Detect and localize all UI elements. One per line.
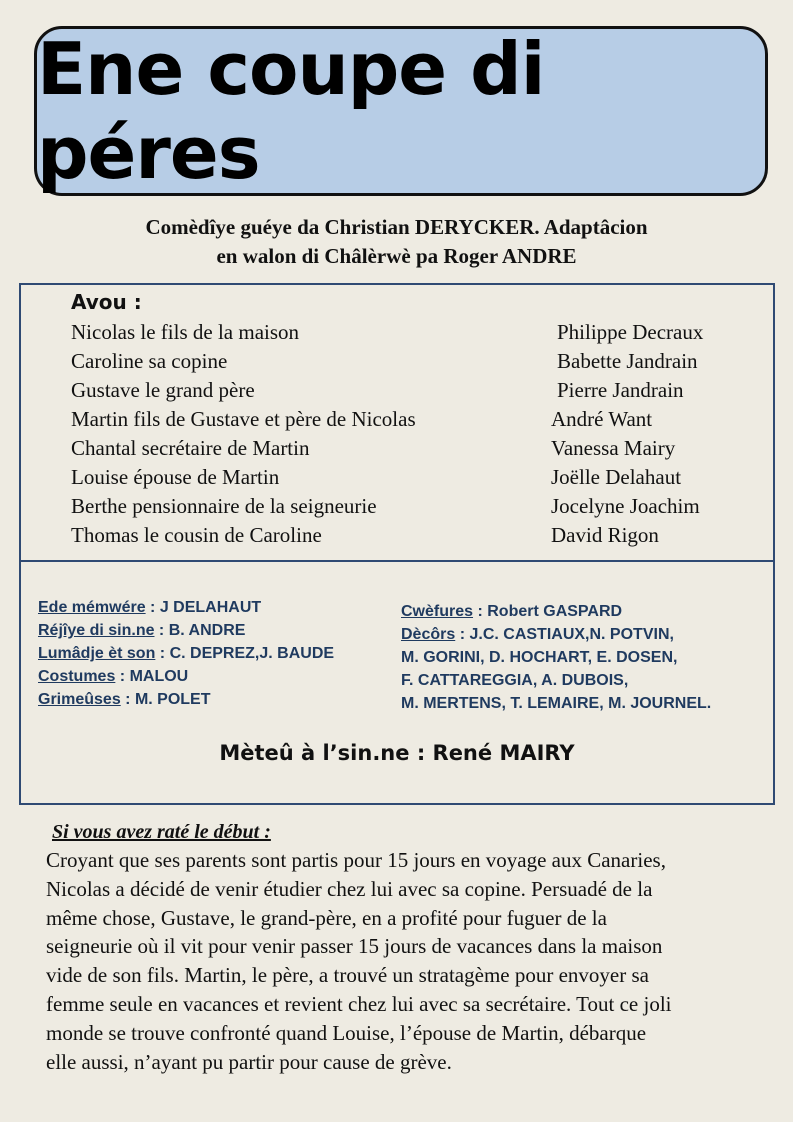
crew-label: Grimeûses — [38, 691, 121, 708]
crew-label: Costumes — [38, 668, 116, 685]
crew-line — [38, 619, 403, 642]
cast-role: Nicolas le fils de la maison — [71, 320, 300, 344]
title-banner — [34, 26, 768, 196]
crew-value-line: M. MERTENS, T. LEMAIRE, M. JOURNEL. — [401, 695, 712, 712]
cast-role: Berthe pensionnaire de la seigneurie — [71, 494, 377, 518]
crew-label: Dècôrs — [401, 626, 456, 643]
crew-line — [401, 600, 771, 623]
crew-value-line: M. GORINI, D. HOCHART, E. DOSEN, — [401, 649, 678, 666]
cast-actor: Babette Jandrain — [557, 349, 698, 373]
summary-line: monde se trouve confronté quand Louise, l’épouse de Martin, débarque — [46, 1020, 647, 1045]
page-title: Ene coupe di péres — [37, 27, 545, 195]
crew-line — [38, 596, 403, 619]
summary-line: vide de son fils. Martin, le père, a trouvé un stratagème pour envoyer sa — [46, 963, 649, 988]
cast-row — [71, 376, 771, 405]
summary-line: elle aussi, n’ayant pu partir pour cause de grève. — [46, 1049, 452, 1074]
crew-label: Cwèfures — [401, 603, 474, 620]
cast-actor: André Want — [551, 407, 653, 431]
subtitle — [60, 213, 733, 271]
crew-value: : J DELAHAUT — [145, 599, 262, 616]
cast-role: Gustave le grand père — [71, 378, 255, 402]
crew-line — [401, 623, 771, 646]
crew-value: : MALOU — [115, 668, 189, 685]
crew-value: : B. ANDRE — [154, 622, 246, 639]
cast-list — [71, 318, 771, 550]
crew-value: : J.C. CASTIAUX,N. POTVIN, — [455, 626, 674, 643]
crew-right-column — [401, 600, 771, 715]
panel-divider — [21, 560, 773, 562]
cast-actor: Philippe Decraux — [557, 320, 704, 344]
summary-line: même chose, Gustave, le grand-père, en a profité pour fuguer de la — [46, 905, 607, 930]
crew-value: : C. DEPREZ,J. BAUDE — [155, 645, 335, 662]
cast-row — [71, 434, 771, 463]
crew-value: : Robert GASPARD — [473, 603, 623, 620]
subtitle-line: Comèdîye guéye da Christian DERYCKER. Adaptâcion — [145, 215, 648, 239]
cast-role: Thomas le cousin de Caroline — [71, 523, 322, 547]
crew-line — [38, 642, 403, 665]
summary-line: Nicolas a décidé de venir étudier chez lui avec sa copine. Persuadé de la — [46, 876, 653, 901]
subtitle-line: en walon di Châlèrwè pa Roger ANDRE — [216, 244, 577, 268]
crew-value: : M. POLET — [120, 691, 211, 708]
cast-role: Martin fils de Gustave et père de Nicolas — [71, 407, 416, 431]
director-credit: Mèteû à l’sin.ne : René MAIRY — [219, 741, 575, 765]
cast-row — [71, 318, 771, 347]
crew-line — [38, 688, 403, 711]
cast-actor: David Rigon — [551, 523, 659, 547]
crew-label: Ede mémwére — [38, 599, 146, 616]
summary-line: seigneurie où il vit pour venir passer 15 jours de vacances dans la maison — [46, 934, 663, 959]
summary-line: Croyant que ses parents sont partis pour 15 jours en voyage aux Canaries, — [46, 848, 666, 872]
cast-row — [71, 492, 771, 521]
cast-row — [71, 463, 771, 492]
cast-row — [71, 521, 771, 550]
crew-label: Lumâdje èt son — [38, 645, 156, 662]
cast-actor: Pierre Jandrain — [557, 378, 684, 402]
summary-heading: Si vous avez raté le début : — [52, 821, 271, 843]
credits-panel — [19, 283, 775, 805]
cast-actor: Joëlle Delahaut — [551, 465, 682, 489]
summary-line: femme seule en vacances et revient chez lui avec sa secrétaire. Tout ce joli — [46, 991, 672, 1016]
crew-left-column — [38, 596, 403, 711]
cast-role: Caroline sa copine — [71, 349, 228, 373]
cast-row — [71, 405, 771, 434]
cast-role: Louise épouse de Martin — [71, 465, 280, 489]
crew-line — [38, 665, 403, 688]
crew-label: Réjîye di sin.ne — [38, 622, 155, 639]
crew-value-line: F. CATTAREGGIA, A. DUBOIS, — [401, 672, 629, 689]
cast-role: Chantal secrétaire de Martin — [71, 436, 310, 460]
cast-actor: Jocelyne Joachim — [551, 494, 700, 518]
cast-row — [71, 347, 771, 376]
summary-text — [46, 846, 771, 1076]
cast-actor: Vanessa Mairy — [551, 436, 676, 460]
cast-heading: Avou : — [71, 290, 142, 314]
